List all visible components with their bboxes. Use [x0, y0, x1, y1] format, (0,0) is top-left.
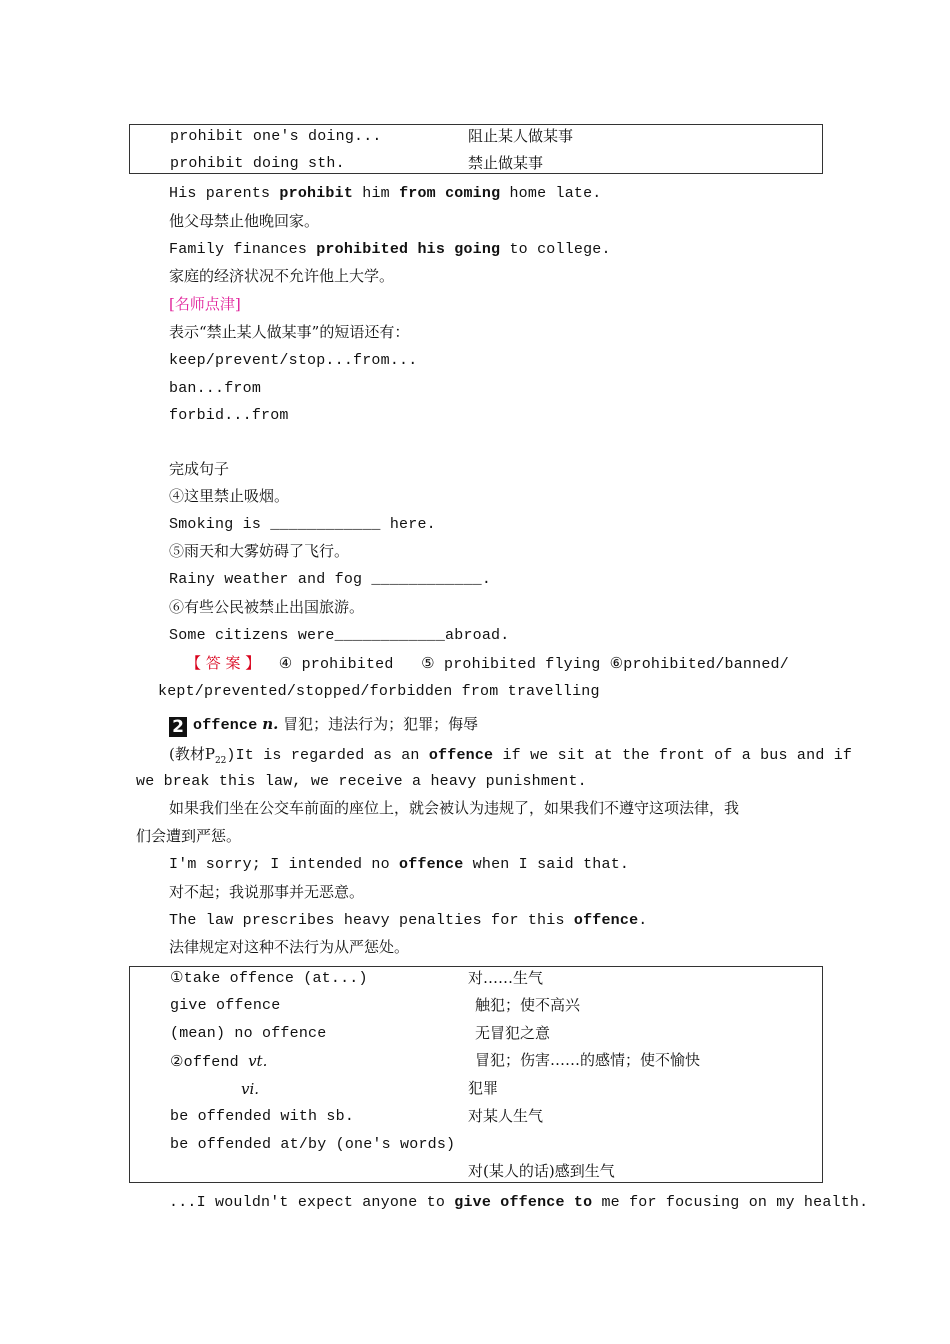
tip-label: [名师点津] — [169, 295, 241, 313]
text: ②offend — [170, 1054, 249, 1071]
text: ...I wouldn't expect anyone to — [169, 1194, 455, 1211]
table-row-zh: 冒犯；伤害……的感情；使不愉快 — [475, 1051, 701, 1069]
textbook-sentence — [169, 744, 852, 771]
entry-heading — [169, 714, 478, 737]
keyword: offence — [428, 747, 494, 764]
textbook-translation-cont: 们会遭到严惩。 — [136, 827, 242, 845]
text: home late. — [500, 185, 602, 202]
text: Family finances — [169, 241, 317, 258]
table-row-zh: 犯罪 — [468, 1079, 499, 1097]
text: to college. — [500, 241, 611, 258]
example-translation: 法律规定对这种不法行为从严惩处。 — [169, 938, 410, 956]
table-row-en: prohibit one's doing... — [170, 128, 382, 145]
table-row-zh: 对(某人的话)感到生气 — [468, 1162, 615, 1180]
keyword: give offence to — [454, 1194, 593, 1211]
table-row-pos: vi. — [241, 1080, 260, 1098]
example-translation: 他父母禁止他晚回家。 — [169, 212, 320, 230]
table-row-zh: 对……生气 — [468, 969, 544, 987]
exercise-question-zh: ④这里禁止吸烟。 — [169, 487, 290, 505]
exercise-question-zh: ⑤雨天和大雾妨碍了飞行。 — [169, 542, 350, 560]
table-row-en: be offended with sb. — [170, 1108, 355, 1125]
entry-pos: n. — [262, 715, 279, 733]
table-row-en: prohibit doing sth. — [170, 155, 345, 172]
tip-intro: 表示“禁止某人做某事”的短语还有： — [169, 323, 410, 341]
answer-line — [186, 653, 789, 675]
pos: vt. — [248, 1052, 268, 1070]
answer-line-2: kept/prevented/stopped/forbidden from travelling — [158, 683, 600, 700]
table-row-zh: 禁止做某事 — [468, 154, 544, 172]
example-sentence — [169, 240, 611, 260]
keyword: from coming — [399, 185, 501, 202]
entry-number-badge: 2 — [169, 717, 187, 737]
text: when I said that. — [463, 856, 630, 873]
table-row-en — [170, 1051, 267, 1073]
tip-phrase: keep/prevent/stop...from... — [169, 352, 418, 369]
keyword: offence — [573, 912, 639, 929]
text: if we sit at the front of a bus and if — [493, 747, 853, 764]
page-number: 22 — [214, 756, 227, 766]
entry-word: offence — [193, 717, 258, 734]
exercise-question-en: Rainy weather and fog ____________. — [169, 571, 492, 588]
exercise-question-en: Smoking is ____________ here. — [169, 516, 436, 533]
example-translation: 家庭的经济状况不允许他上大学。 — [169, 267, 395, 285]
entry-meaning: 冒犯；违法行为；犯罪；侮辱 — [283, 715, 479, 733]
example-sentence — [169, 911, 648, 931]
table-row-zh: 对某人生气 — [468, 1107, 544, 1125]
tip-phrase: ban...from — [169, 380, 262, 397]
phrase-table-offence — [129, 966, 823, 1183]
textbook-sentence-cont: we break this law, we receive a heavy punishment. — [136, 773, 587, 790]
textbook-translation: 如果我们坐在公交车前面的座位上，就会被认为违规了，如果我们不遵守这项法律，我 — [169, 799, 740, 817]
keyword: prohibited his going — [316, 241, 501, 258]
text: )It is regarded as an — [226, 747, 429, 764]
example-sentence — [169, 1193, 868, 1213]
exercise-title: 完成句子 — [169, 460, 230, 478]
exercise-question-zh: ⑥有些公民被禁止出国旅游。 — [169, 598, 365, 616]
text: (教材P — [169, 745, 215, 763]
example-translation: 对不起；我说那事并无恶意。 — [169, 883, 365, 901]
text: . — [638, 912, 648, 929]
keyword: prohibit — [279, 185, 354, 202]
text: The law prescribes heavy penalties for this — [169, 912, 574, 929]
table-row-zh: 无冒犯之意 — [475, 1024, 551, 1042]
table-row-zh: 阻止某人做某事 — [468, 127, 574, 145]
table-row-en: (mean) no offence — [170, 1025, 327, 1042]
text: him — [353, 185, 400, 202]
tip-phrase: forbid...from — [169, 407, 289, 424]
table-row-zh: 触犯；使不高兴 — [475, 996, 581, 1014]
exercise-question-en: Some citizens were____________abroad. — [169, 627, 510, 644]
text: me for focusing on my health. — [592, 1194, 869, 1211]
table-row-en: give offence — [170, 997, 281, 1014]
text: I'm sorry; I intended no — [169, 856, 400, 873]
example-sentence — [169, 184, 602, 204]
keyword: offence — [399, 856, 464, 873]
table-row-en: ①take offence (at...) — [170, 970, 368, 987]
answer-text: ④ prohibited ⑤ prohibited flying ⑥prohibited/banned/ — [260, 656, 789, 673]
table-row-en: be offended at/by (one's words) — [170, 1136, 456, 1153]
phrase-table-prohibit — [129, 124, 823, 174]
example-sentence — [169, 855, 629, 875]
answer-label: 【 答 案 】 — [186, 654, 261, 672]
text: His parents — [169, 185, 280, 202]
